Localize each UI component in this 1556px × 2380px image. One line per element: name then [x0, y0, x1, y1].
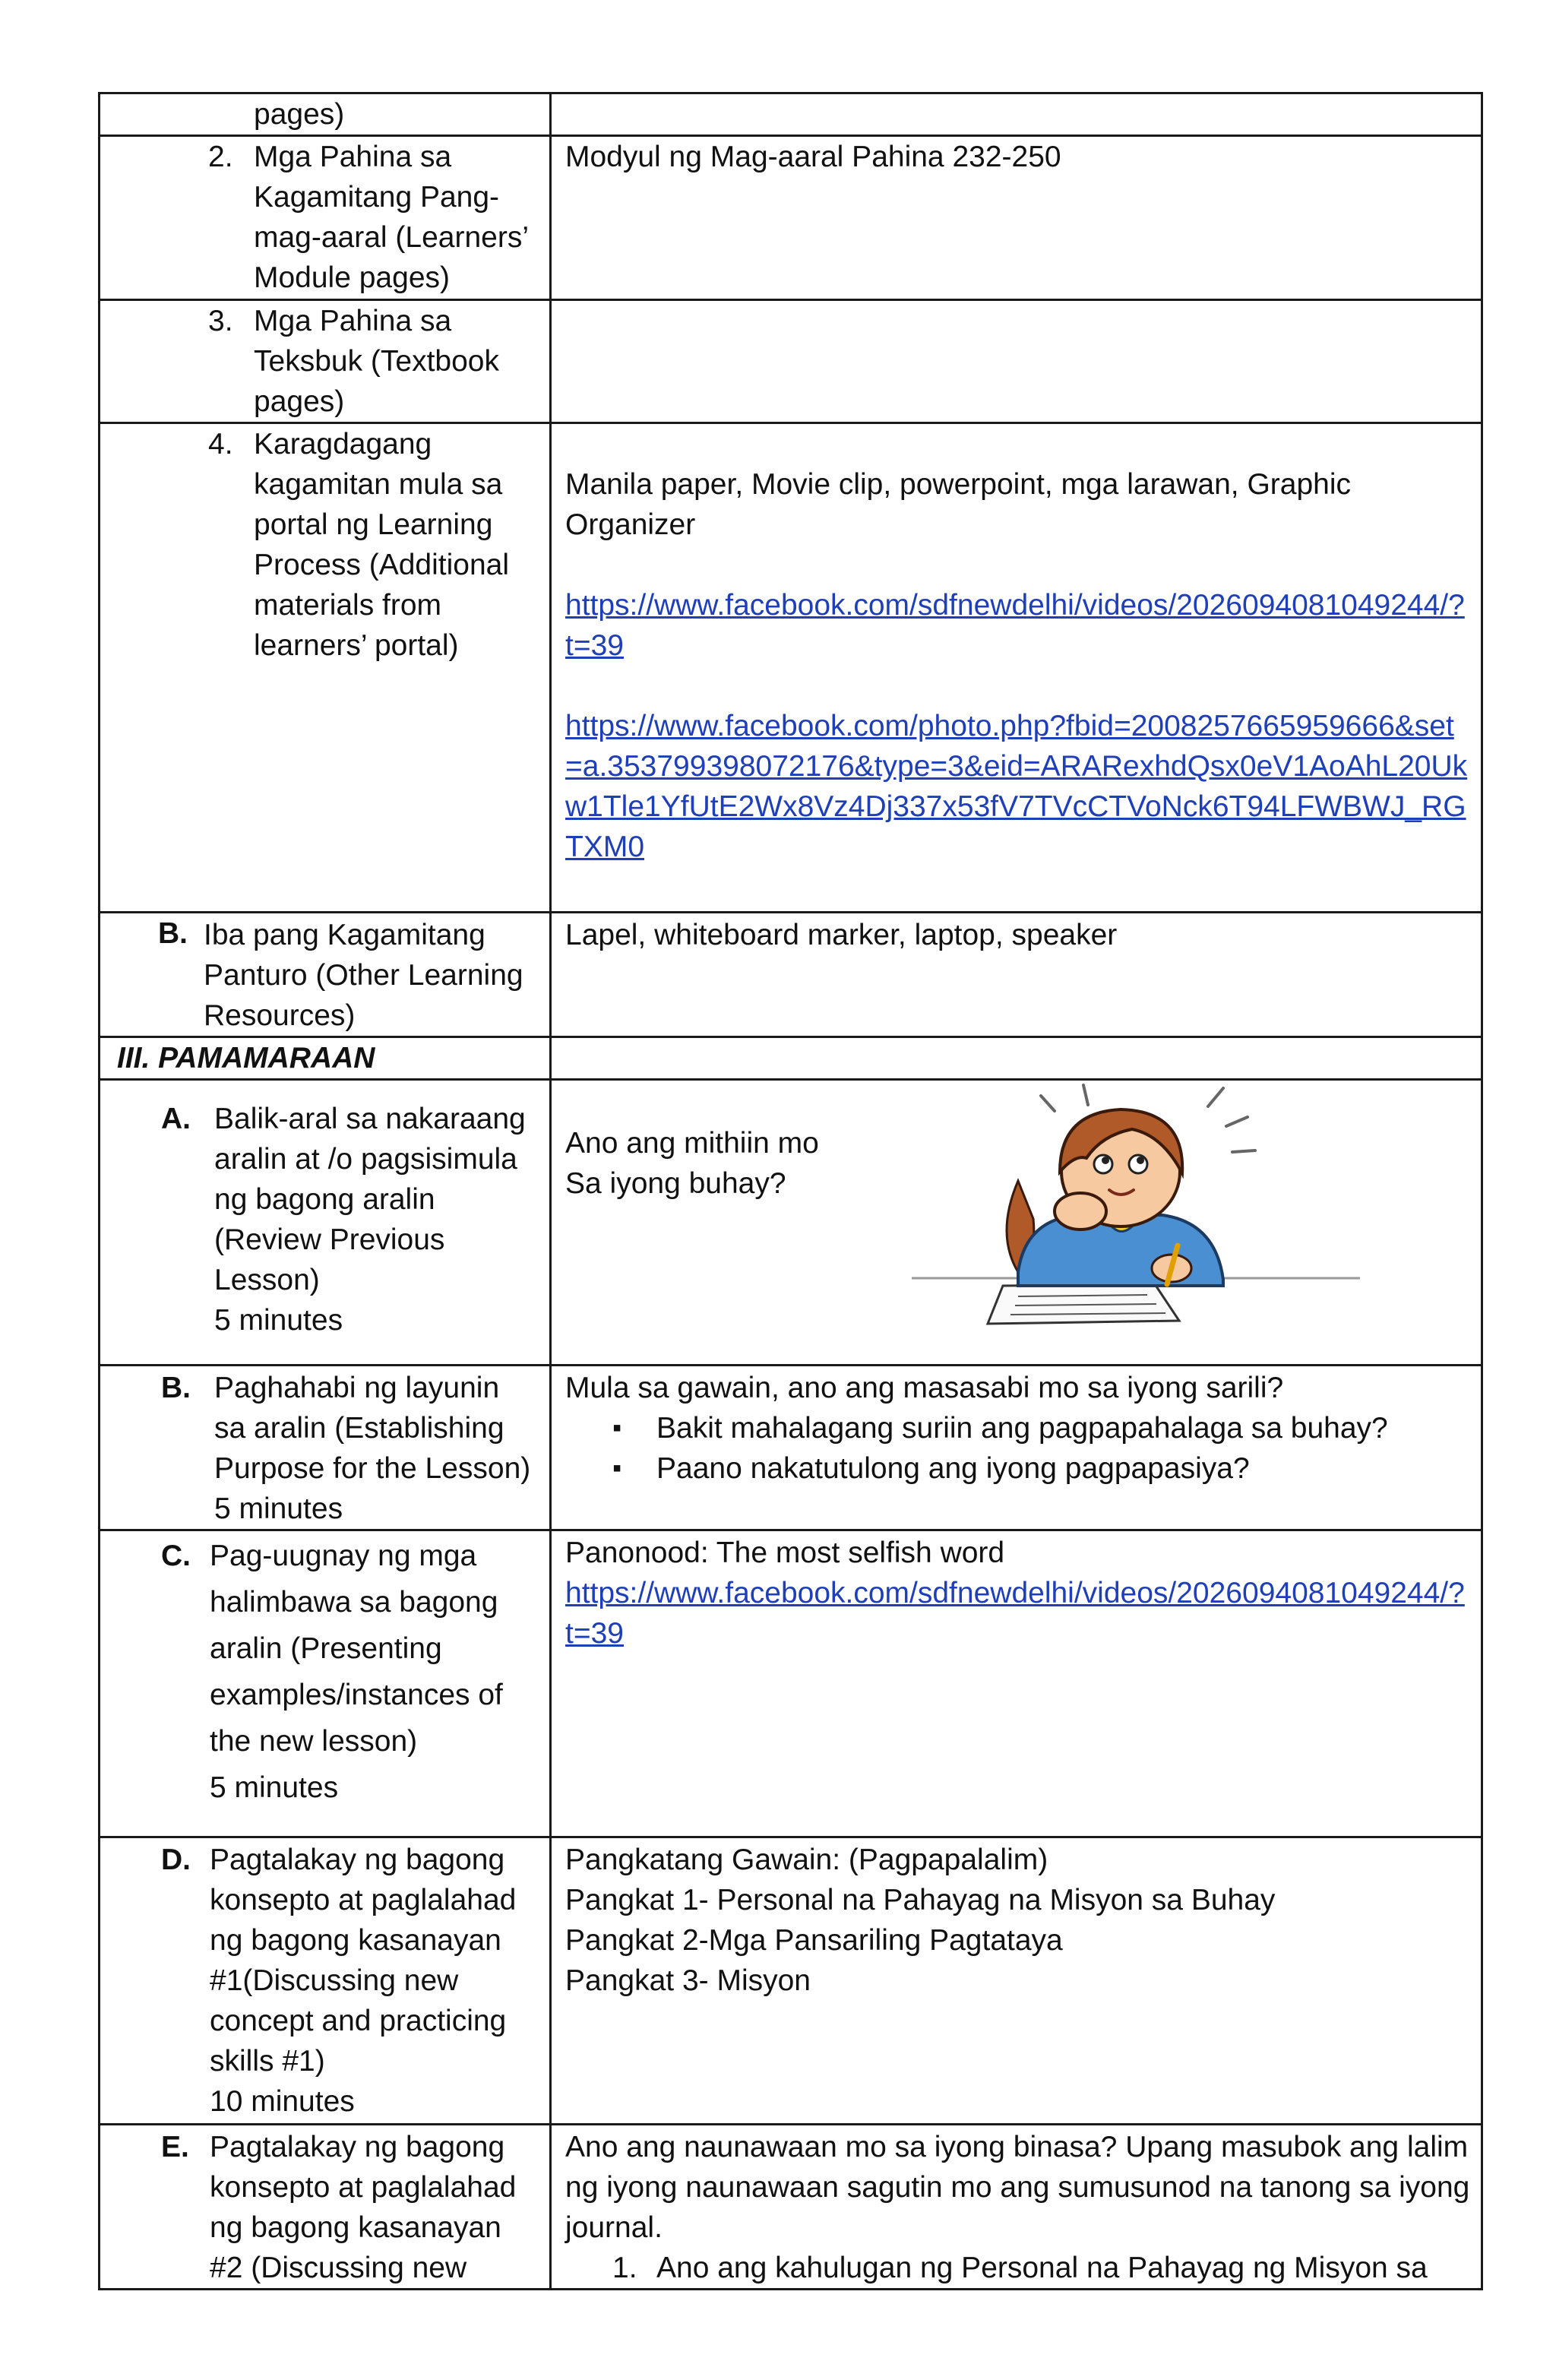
- right-cell-text: Modyul ng Mag-aaral Pahina 232-250: [565, 141, 1061, 173]
- time-allotment: 10 minutes: [210, 2085, 355, 2118]
- item-letter: E.: [161, 2131, 189, 2163]
- row-pagtalakay-2: [100, 2125, 1482, 2290]
- row-section-pamamaraan: [100, 1037, 1482, 1080]
- left-cell-text: Balik-aral sa nakaraang aralin at /o pagsisimula ng bagong aralin (Review Previous Lesson): [214, 1103, 526, 1296]
- left-cell-text: Mga Pahina sa Kagamitang Pang-mag-aaral (Learners’ Module pages): [254, 141, 528, 294]
- group-1: Pangkat 1- Personal na Pahayag na Misyon sa Buhay: [565, 1884, 1276, 1916]
- item-number: 4.: [208, 428, 233, 460]
- left-cell-text: Iba pang Kagamitang Panturo (Other Learning Resources): [204, 919, 523, 1032]
- item-letter: C.: [161, 1540, 191, 1572]
- photo-link[interactable]: https://www.facebook.com/photo.php?fbid=2008257665959666&set=a.353799398072176&type=3&eid=ARARexhdQsx0eV1AoAhL20Ukw1Tle1YfUtE2Wx8Vz4Dj337x53fV7TVcCTVoNck6T94LFWBWJ_RGTXM0: [565, 710, 1468, 863]
- row-other-resources: [100, 913, 1482, 1037]
- time-allotment: 5 minutes: [214, 1492, 343, 1525]
- row-pag-uugnay: [100, 1530, 1482, 1837]
- hand: [1055, 1193, 1106, 1230]
- list-item: [565, 2248, 1470, 2288]
- thinking-girl-illustration: [904, 1082, 1375, 1325]
- group-activity-title: Pangkatang Gawain: (Pagpapalalim): [565, 1844, 1048, 1876]
- left-cell-text: Pagtalakay ng bagong konsepto at paglalahad ng bagong kasanayan #1(Discussing new concept and practicing skills #1): [210, 1844, 517, 2078]
- row-pages-continued: [100, 93, 1482, 136]
- time-allotment: 5 minutes: [214, 1304, 343, 1337]
- row-paghahabi: [100, 1366, 1482, 1530]
- left-cell-text: pages): [254, 98, 345, 131]
- list-item: ▪ Bakit mahalagang suriin ang pagpapahalaga sa buhay?: [565, 1408, 1470, 1448]
- left-cell-text: Pag-uugnay ng mga halimbawa sa bagong aralin (Presenting examples/instances of the new lesson): [210, 1540, 503, 1758]
- row-learners-module: [100, 136, 1482, 300]
- question-line-1: Ano ang mithiin mo: [565, 1127, 819, 1160]
- item-letter: B.: [158, 917, 188, 950]
- instruction-text: Ano ang naunawaan mo sa iyong binasa? Upang masubok ang lalim ng iyong naunawaan sagutin mo ang sumusunod na tanong sa iyong journal.: [565, 2131, 1470, 2244]
- group-2: Pangkat 2-Mga Pansariling Pagtataya: [565, 1924, 1063, 1957]
- question-list: [565, 1408, 1470, 1489]
- item-letter: D.: [161, 1844, 191, 1876]
- item-number: 1.: [612, 2252, 637, 2284]
- item-letter: B.: [161, 1372, 191, 1404]
- row-pagtalakay-1: [100, 1837, 1482, 2125]
- list-item: ▪ Paano nakatutulong ang iyong pagpapasiya?: [565, 1448, 1470, 1489]
- item-number: 3.: [208, 305, 233, 337]
- right-cell-text: Lapel, whiteboard marker, laptop, speaker: [565, 919, 1118, 951]
- row-additional-materials: [100, 423, 1482, 913]
- group-3: Pangkat 3- Misyon: [565, 1964, 811, 1997]
- section-title: III. PAMAMARAAN: [117, 1042, 375, 1074]
- question-line-2: Sa iyong buhay?: [565, 1167, 786, 1200]
- left-cell-text: Mga Pahina sa Teksbuk (Textbook pages): [254, 305, 499, 418]
- video-link[interactable]: https://www.facebook.com/sdfnewdelhi/videos/2026094081049244/?t=39: [565, 589, 1465, 662]
- video-link[interactable]: https://www.facebook.com/sdfnewdelhi/videos/2026094081049244/?t=39: [565, 1577, 1465, 1650]
- intro-question: Mula sa gawain, ano ang masasabi mo sa iyong sarili?: [565, 1372, 1284, 1404]
- item-letter: A.: [161, 1103, 191, 1135]
- left-cell-text: Pagtalakay ng bagong konsepto at paglalahad ng bagong kasanayan #2 (Discussing new: [210, 2131, 517, 2284]
- list-item-text: Ano ang kahulugan ng Personal na Pahayag ng Misyon sa: [656, 2252, 1428, 2284]
- materials-list: Manila paper, Movie clip, powerpoint, mga larawan, Graphic Organizer: [565, 468, 1352, 541]
- question-list: [565, 2248, 1470, 2288]
- activity-label: Panonood: The most selfish word: [565, 1537, 1005, 1569]
- time-allotment: 5 minutes: [210, 1771, 339, 1804]
- left-cell-text: Karagdagang kagamitan mula sa portal ng Learning Process (Additional materials from learners’ portal): [254, 428, 509, 662]
- left-cell-text: Paghahabi ng layunin sa aralin (Establishing Purpose for the Lesson): [214, 1372, 531, 1485]
- row-textbook-pages: [100, 300, 1482, 423]
- item-number: 2.: [208, 141, 233, 173]
